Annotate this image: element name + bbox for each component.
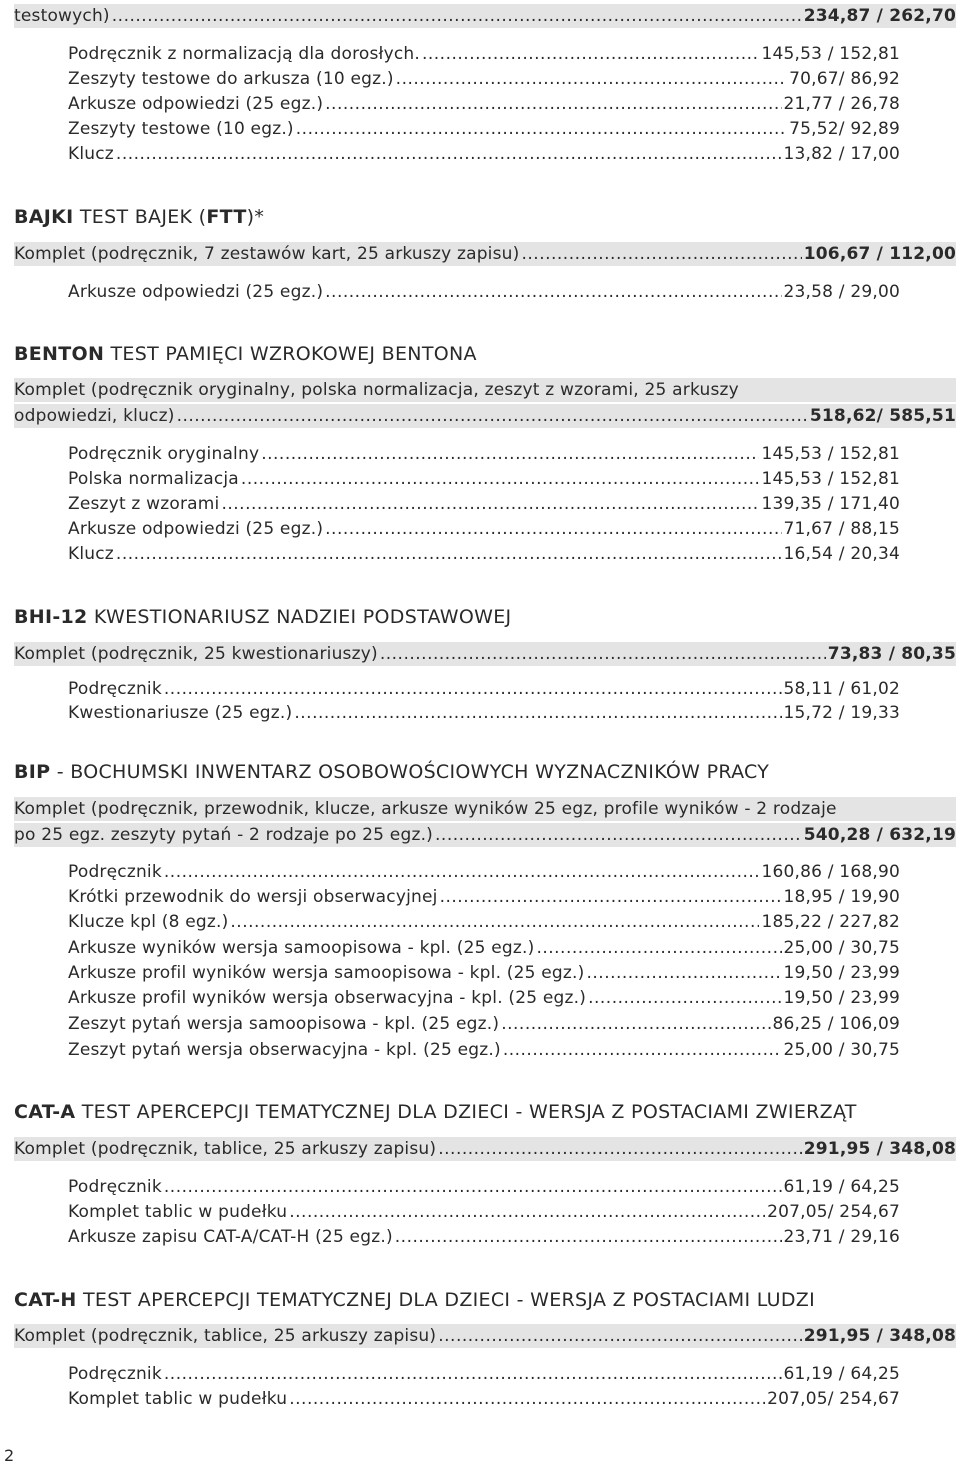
item-label: Krótki przewodnik do wersji obserwacyjnej bbox=[68, 887, 438, 907]
leader-dots bbox=[116, 542, 782, 566]
item-price: 291,95 / 348,08 bbox=[803, 1326, 956, 1346]
item-price: 23,71 / 29,16 bbox=[783, 1227, 900, 1247]
item-label: Podręcznik bbox=[68, 1364, 162, 1384]
komplet-row bbox=[14, 242, 956, 266]
item-label: testowych) bbox=[14, 6, 110, 26]
item-label: Komplet (podręcznik, tablice, 25 arkuszy zapisu) bbox=[14, 1139, 437, 1159]
item-price: 160,86 / 168,90 bbox=[761, 862, 900, 882]
item-label: Zeszyty testowe do arkusza (10 egz.) bbox=[68, 69, 394, 89]
item-price: 145,53 / 152,81 bbox=[761, 44, 900, 64]
leader-dots bbox=[164, 677, 782, 701]
list-item bbox=[68, 142, 900, 166]
list-item bbox=[68, 1200, 900, 1224]
item-label: Zeszyt z wzorami bbox=[68, 494, 220, 514]
item-label: Klucze kpl (8 egz.) bbox=[68, 912, 229, 932]
item-price: 16,54 / 20,34 bbox=[783, 544, 900, 564]
leader-dots bbox=[241, 467, 760, 491]
item-label: Komplet tablic w pudełku bbox=[68, 1389, 288, 1409]
leader-dots bbox=[296, 117, 787, 141]
section-heading bbox=[14, 203, 264, 231]
list-item bbox=[68, 986, 900, 1010]
item-label: Podręcznik bbox=[68, 1177, 162, 1197]
item-price: 145,53 / 152,81 bbox=[761, 469, 900, 489]
item-price: 25,00 / 30,75 bbox=[783, 938, 900, 958]
list-item bbox=[68, 92, 900, 116]
leader-dots bbox=[116, 142, 782, 166]
list-item bbox=[68, 467, 900, 491]
leader-dots bbox=[438, 1324, 802, 1348]
leader-dots bbox=[325, 517, 781, 541]
list-item bbox=[68, 936, 900, 960]
item-label: Komplet (podręcznik, 25 kwestionariuszy) bbox=[14, 644, 378, 664]
item-price: 207,05/ 254,67 bbox=[767, 1389, 900, 1409]
item-label: Podręcznik oryginalny bbox=[68, 444, 260, 464]
list-item bbox=[68, 910, 900, 934]
item-label: Arkusze zapisu CAT-A/CAT-H (25 egz.) bbox=[68, 1227, 393, 1247]
list-item bbox=[68, 961, 900, 985]
item-price: 540,28 / 632,19 bbox=[803, 825, 956, 845]
item-price: 58,11 / 61,02 bbox=[783, 679, 900, 699]
item-label: Komplet (podręcznik, 7 zestawów kart, 25 arkuszy zapisu) bbox=[14, 244, 520, 264]
section-title-bold: FTT bbox=[206, 206, 247, 228]
list-item bbox=[68, 677, 900, 701]
section-heading bbox=[14, 758, 769, 786]
leader-dots bbox=[221, 492, 759, 516]
leader-dots bbox=[177, 404, 808, 428]
section-title: TEST APERCEPCJI TEMATYCZNEJ DLA DZIECI - WERSJA Z POSTACIAMI ZWIERZĄT bbox=[75, 1101, 857, 1123]
item-price: 18,95 / 19,90 bbox=[783, 887, 900, 907]
leader-dots bbox=[521, 242, 801, 266]
leader-dots bbox=[395, 1225, 782, 1249]
section-heading bbox=[14, 1286, 815, 1314]
komplet-description: Komplet (podręcznik oryginalny, polska normalizacja, zeszyt z wzorami, 25 arkuszy bbox=[14, 378, 956, 402]
item-price: 61,19 / 64,25 bbox=[783, 1364, 900, 1384]
section-code: BAJKI bbox=[14, 206, 74, 228]
section-title-end: )* bbox=[246, 206, 265, 228]
item-label: Klucz bbox=[68, 144, 114, 164]
item-label: Podręcznik bbox=[68, 862, 162, 882]
section-code: CAT-H bbox=[14, 1289, 77, 1311]
item-label: Komplet tablic w pudełku bbox=[68, 1202, 288, 1222]
item-price: 86,25 / 106,09 bbox=[772, 1014, 900, 1034]
item-price: 61,19 / 64,25 bbox=[783, 1177, 900, 1197]
section-title: KWESTIONARIUSZ NADZIEI PODSTAWOWEJ bbox=[87, 606, 512, 628]
list-item bbox=[68, 542, 900, 566]
leader-dots bbox=[289, 1200, 765, 1224]
komplet-row bbox=[14, 823, 956, 847]
section-title: TEST PAMIĘCI WZROKOWEJ BENTONA bbox=[104, 343, 477, 365]
item-label: Zeszyty testowe (10 egz.) bbox=[68, 119, 294, 139]
item-price: 139,35 / 171,40 bbox=[761, 494, 900, 514]
komplet-description: Komplet (podręcznik, przewodnik, klucze, arkusze wyników 25 egz, profile wyników - 2 rodzaje bbox=[14, 797, 956, 821]
leader-dots bbox=[536, 936, 781, 960]
section-code: CAT-A bbox=[14, 1101, 76, 1123]
list-item bbox=[68, 1387, 900, 1411]
leader-dots bbox=[164, 1175, 782, 1199]
item-label: Arkusze profil wyników wersja samoopisowa - kpl. (25 egz.) bbox=[68, 963, 585, 983]
list-item bbox=[68, 280, 900, 304]
item-label: Podręcznik z normalizacją dla dorosłych. bbox=[68, 44, 420, 64]
komplet-row bbox=[14, 642, 956, 666]
leader-dots bbox=[435, 823, 802, 847]
leader-dots bbox=[503, 1038, 782, 1062]
list-item bbox=[68, 442, 900, 466]
item-price: 71,67 / 88,15 bbox=[783, 519, 900, 539]
item-price: 106,67 / 112,00 bbox=[803, 244, 956, 264]
item-price: 70,67/ 86,92 bbox=[789, 69, 900, 89]
list-item bbox=[68, 1012, 900, 1036]
item-label: Zeszyt pytań wersja samoopisowa - kpl. (25 egz.) bbox=[68, 1014, 500, 1034]
komplet-row bbox=[14, 4, 956, 28]
section-code: BENTON bbox=[14, 343, 105, 365]
section-title: TEST BAJEK ( bbox=[73, 206, 207, 228]
list-item bbox=[68, 517, 900, 541]
item-price: 19,50 / 23,99 bbox=[783, 988, 900, 1008]
item-label: po 25 egz. zeszyty pytań - 2 rodzaje po 25 egz.) bbox=[14, 825, 434, 845]
leader-dots bbox=[261, 442, 759, 466]
item-price: 19,50 / 23,99 bbox=[783, 963, 900, 983]
section-heading bbox=[14, 340, 477, 368]
leader-dots bbox=[325, 280, 781, 304]
section-heading bbox=[14, 1098, 857, 1126]
list-item bbox=[68, 1175, 900, 1199]
list-item bbox=[68, 1038, 900, 1062]
list-item bbox=[68, 67, 900, 91]
item-price: 73,83 / 80,35 bbox=[827, 644, 956, 664]
leader-dots bbox=[294, 701, 781, 725]
section-heading bbox=[14, 603, 511, 631]
item-price: 75,52/ 92,89 bbox=[789, 119, 900, 139]
item-price: 21,77 / 26,78 bbox=[783, 94, 900, 114]
leader-dots bbox=[164, 1362, 782, 1386]
list-item bbox=[68, 1362, 900, 1386]
item-label: Arkusze odpowiedzi (25 egz.) bbox=[68, 519, 324, 539]
list-item bbox=[68, 42, 900, 66]
item-label: Zeszyt pytań wersja obserwacyjna - kpl. (25 egz.) bbox=[68, 1040, 501, 1060]
item-price: 185,22 / 227,82 bbox=[761, 912, 900, 932]
leader-dots bbox=[501, 1012, 770, 1036]
leader-dots bbox=[380, 642, 826, 666]
item-price: 234,87 / 262,70 bbox=[803, 6, 956, 26]
komplet-row bbox=[14, 404, 956, 428]
leader-dots bbox=[438, 1137, 802, 1161]
leader-dots bbox=[586, 961, 781, 985]
item-label: odpowiedzi, klucz) bbox=[14, 406, 175, 426]
list-item bbox=[68, 1225, 900, 1249]
item-price: 25,00 / 30,75 bbox=[783, 1040, 900, 1060]
item-label: Arkusze profil wyników wersja obserwacyjna - kpl. (25 egz.) bbox=[68, 988, 587, 1008]
leader-dots bbox=[396, 67, 787, 91]
item-price: 23,58 / 29,00 bbox=[783, 282, 900, 302]
section-title: - BOCHUMSKI INWENTARZ OSOBOWOŚCIOWYCH WYZNACZNIKÓW PRACY bbox=[50, 761, 770, 783]
item-price: 13,82 / 17,00 bbox=[783, 144, 900, 164]
item-label: Klucz bbox=[68, 544, 114, 564]
item-label: Podręcznik bbox=[68, 679, 162, 699]
komplet-row bbox=[14, 1324, 956, 1348]
leader-dots bbox=[440, 885, 782, 909]
item-label: Komplet (podręcznik, tablice, 25 arkuszy zapisu) bbox=[14, 1326, 437, 1346]
section-title: TEST APERCEPCJI TEMATYCZNEJ DLA DZIECI - WERSJA Z POSTACIAMI LUDZI bbox=[76, 1289, 816, 1311]
komplet-row bbox=[14, 1137, 956, 1161]
list-item bbox=[68, 117, 900, 141]
list-item bbox=[68, 492, 900, 516]
section-code: BHI-12 bbox=[14, 606, 88, 628]
leader-dots bbox=[325, 92, 781, 116]
leader-dots bbox=[289, 1387, 765, 1411]
item-price: 518,62/ 585,51 bbox=[809, 406, 956, 426]
section-code: BIP bbox=[14, 761, 51, 783]
page-number: 2 bbox=[4, 1446, 15, 1465]
item-label: Arkusze wyników wersja samoopisowa - kpl. (25 egz.) bbox=[68, 938, 535, 958]
item-price: 291,95 / 348,08 bbox=[803, 1139, 956, 1159]
item-label: Kwestionariusze (25 egz.) bbox=[68, 703, 293, 723]
item-label: Arkusze odpowiedzi (25 egz.) bbox=[68, 282, 324, 302]
list-item bbox=[68, 860, 900, 884]
list-item bbox=[68, 701, 900, 725]
leader-dots bbox=[422, 42, 760, 66]
item-price: 145,53 / 152,81 bbox=[761, 444, 900, 464]
leader-dots bbox=[588, 986, 781, 1010]
item-label: Arkusze odpowiedzi (25 egz.) bbox=[68, 94, 324, 114]
leader-dots bbox=[112, 4, 802, 28]
item-price: 15,72 / 19,33 bbox=[783, 703, 900, 723]
leader-dots bbox=[230, 910, 759, 934]
list-item bbox=[68, 885, 900, 909]
leader-dots bbox=[164, 860, 760, 884]
item-price: 207,05/ 254,67 bbox=[767, 1202, 900, 1222]
item-label: Polska normalizacja bbox=[68, 469, 239, 489]
